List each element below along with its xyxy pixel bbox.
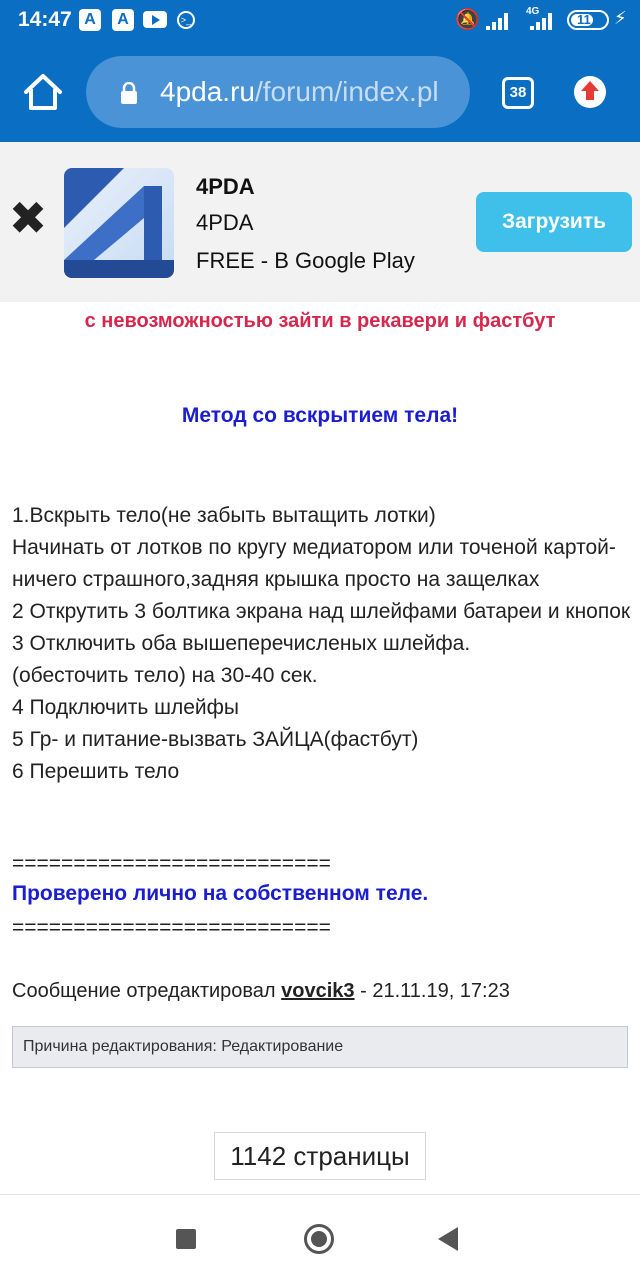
pagination-pages-button[interactable]: 1142 страницы — [214, 1132, 426, 1180]
post-heading: Метод со вскрытием тела! — [181, 404, 459, 427]
terminal-icon: >_ — [177, 11, 195, 29]
signal-icon — [486, 12, 512, 30]
lock-icon — [120, 82, 138, 104]
step-line: 6 Перешить тело — [12, 760, 180, 783]
battery-icon — [567, 10, 609, 30]
browser-toolbar — [0, 40, 640, 142]
app-logo — [64, 168, 174, 278]
status-time: 14:47 — [18, 8, 72, 31]
edited-info — [12, 980, 510, 1003]
app-install-banner — [0, 142, 640, 302]
url-domain: 4pda.ru — [160, 76, 255, 107]
verified-note: Проверено лично на собственном теле. — [12, 882, 429, 905]
steps-list — [12, 500, 637, 788]
youtube-icon — [143, 11, 167, 28]
separator-line: ========================== — [12, 852, 331, 875]
app-price-store: FREE - В Google Play — [196, 248, 415, 273]
back-icon[interactable] — [438, 1227, 458, 1251]
home-icon — [22, 72, 64, 112]
step-line: 3 Отключить оба вышеперечисленых шлейфа. — [12, 632, 471, 655]
separator-line: ========================== — [12, 916, 331, 939]
step-line: 4 Подключить шлейфы — [12, 696, 239, 719]
post-content — [0, 302, 640, 1194]
app-developer: 4PDA — [196, 210, 254, 235]
network-type-label: 4G — [526, 6, 540, 17]
url-path: /forum/index.pl — [254, 76, 439, 107]
recent-apps-icon[interactable] — [176, 1229, 196, 1249]
bell-muted-icon: 🔕 — [455, 9, 480, 31]
editor-user-link[interactable]: vovcik3 — [281, 980, 355, 1002]
app-name: 4PDA — [196, 174, 255, 199]
app-a-icon: A — [79, 9, 101, 31]
step-line: 1.Вскрыть тело(не забыть вытащить лотки) — [12, 504, 436, 527]
battery-level: 11 — [577, 12, 591, 27]
address-bar[interactable] — [86, 56, 470, 128]
edited-date: - 21.11.19, 17:23 — [354, 980, 510, 1002]
update-arrow-icon[interactable] — [574, 76, 606, 108]
step-line: 2 Открутить 3 болтика экрана над шлейфами батареи и кнопок — [12, 600, 631, 623]
app-a-icon: A — [112, 9, 134, 31]
close-icon[interactable]: ✖ — [8, 192, 48, 244]
step-line: ничего страшного,задняя крышка просто на защелках — [12, 568, 540, 591]
home-circle-icon[interactable] — [304, 1224, 334, 1254]
navigation-bar — [0, 1194, 640, 1280]
edit-reason-box: Причина редактирования: Редактирование — [12, 1026, 628, 1068]
step-line: Начинать от лотков по кругу медиатором или точеной картой- — [12, 536, 616, 559]
home-button[interactable] — [22, 72, 64, 112]
edited-prefix: Сообщение отредактировал — [12, 980, 276, 1002]
tabs-button[interactable]: 38 — [502, 77, 534, 109]
step-line: 5 Гр- и питание-вызвать ЗАЙЦА(фастбут) — [12, 728, 419, 751]
step-line: (обесточить тело) на 30-40 сек. — [12, 664, 318, 687]
install-button[interactable]: Загрузить — [476, 192, 632, 252]
url-text — [160, 76, 439, 108]
4pda-logo-icon — [64, 168, 174, 278]
charging-icon: ⚡ — [614, 8, 627, 28]
status-bar — [0, 0, 640, 40]
signal-icon — [530, 12, 556, 30]
post-red-line: с невозможностью зайти в рекавери и фастбут — [84, 310, 556, 332]
